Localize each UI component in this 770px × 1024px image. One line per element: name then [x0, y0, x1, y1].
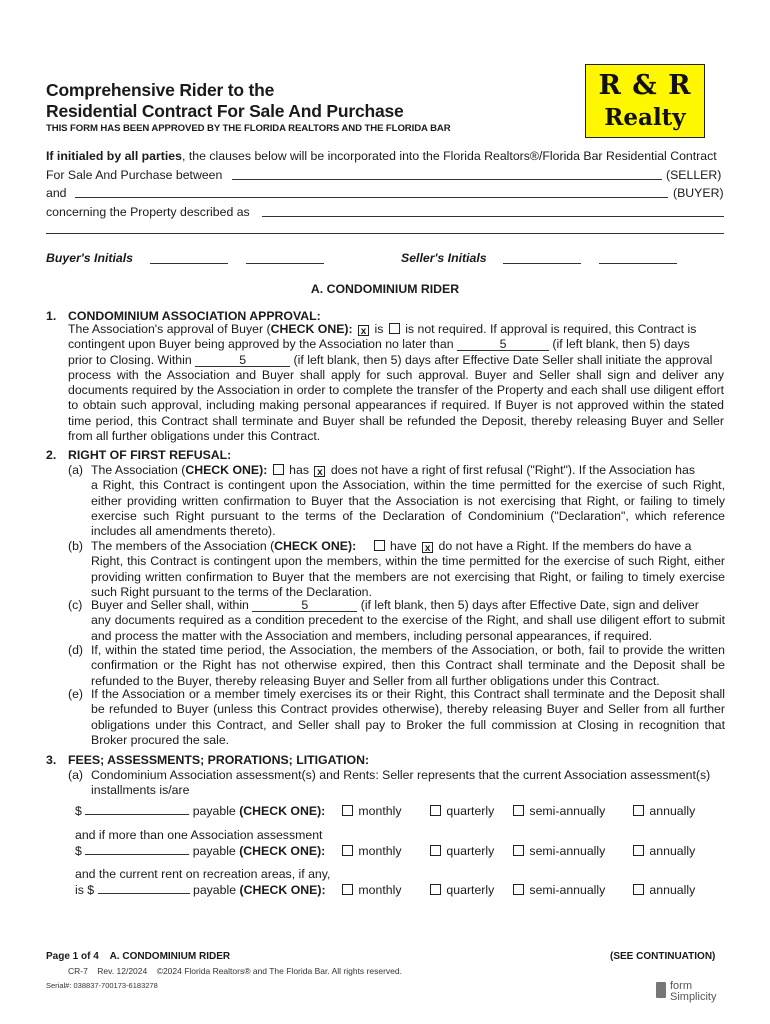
seller-initials-1[interactable] — [503, 263, 581, 264]
s2a-text-a: The Association ( — [91, 463, 186, 477]
s2b-have-label: have — [390, 539, 417, 553]
more-than-one-label: and if more than one Association assessment — [75, 828, 323, 842]
s2a-label: (a) — [68, 463, 84, 477]
s1-days-before-closing[interactable]: 5 — [457, 338, 549, 351]
s1-title: CONDOMINIUM ASSOCIATION APPROVAL: — [68, 309, 321, 323]
fee3-annually[interactable] — [631, 883, 695, 898]
footer-rider: A. CONDOMINIUM RIDER — [109, 951, 231, 962]
fee2-amount-field[interactable] — [85, 854, 189, 855]
s1-text-g: (if left blank, then 5) days after Effective Date Seller shall initiate the approval — [293, 352, 713, 367]
s2c-line-1 — [91, 598, 725, 613]
s2e-text: If the Association or a member timely exercises its or their Right, this Contract shall terminate and the Deposit shall be refunded to Buyer (unless this Contract provides otherwise), thereby releasing Buyer and Seller from all further obligations under this Contract, and Seller shall pay to Broker the full commission at Closing in recognition that Broker procured the sale. — [91, 687, 725, 747]
fee1-semi[interactable] — [511, 804, 605, 819]
s2c-label: (c) — [68, 598, 83, 612]
s2b-rest: Right, this Contract is contingent upon the members, within the time permitted for the exercise of such Right, either providing written confirmation to Buyer that the members are not exercising that Right, or failing to timely exercise such Right pursuant to the terms of the Declaration. — [91, 554, 725, 599]
seller-name-field[interactable] — [232, 179, 662, 180]
s2-number: 2. — [46, 448, 57, 462]
footer-copyright-line — [68, 966, 402, 976]
fee3-semi-label: semi-annually — [529, 883, 606, 897]
s2c-rest: any documents required as a condition precedent to the exercise of the Right, and shall use diligent effort to submit and process the matter with the Association and members, including personal appearances, if required. — [91, 613, 725, 643]
intro-line-2 — [46, 168, 222, 183]
buyer-initials-label: Buyer's Initials — [46, 251, 133, 265]
fee3-payable: payable — [192, 883, 237, 897]
fee1-check-one: (CHECK ONE): — [239, 804, 326, 818]
fee2-annually-label: annually — [649, 844, 696, 858]
s2a-line-1 — [91, 463, 725, 478]
s1-text-f: prior to Closing. Within — [68, 352, 192, 367]
s1-rest: process with the Association and Buyer shall apply for such approval. Buyer and Seller shall sign and deliver any documents required by the Association in order to complete the transfer of the Property and each shall use diligent effort to obtain such approval, including making personal appearances if required. If Buyer is not approved within the stated time period, this Contract shall terminate and Buyer shall be refunded the Deposit, thereby releasing Buyer and Seller from all further obligations under this Contract. — [68, 367, 724, 444]
fee1-annually-label: annually — [649, 804, 696, 818]
fee3-annually-label: annually — [649, 883, 696, 897]
intro-lead-rest: , the clauses below will be incorporated into the Florida Realtors®/Florida Bar Residential Contract — [182, 149, 717, 163]
concerning-label: concerning the Property described as — [46, 205, 250, 219]
fee1-quarterly-label: quarterly — [446, 804, 495, 818]
fee2-annually[interactable] — [631, 844, 695, 859]
fee1-dollar: $ — [75, 804, 82, 818]
footer-form-id: CR-7 — [68, 966, 88, 976]
buyer-initials-1[interactable] — [150, 263, 228, 264]
fee-row-1 — [75, 804, 325, 819]
s2-title: RIGHT OF FIRST REFUSAL: — [68, 448, 232, 462]
s2b-line-1 — [91, 539, 725, 554]
s2b-body — [91, 539, 725, 600]
brand-line-2: Simplicity — [670, 991, 717, 1003]
fee2-monthly[interactable] — [340, 844, 401, 859]
footer-copyright: ©2024 Florida Realtors® and The Florida Bar. All rights reserved. — [156, 966, 402, 976]
intro-lead: If initialed by all parties — [46, 149, 182, 163]
fee3-check-one: (CHECK ONE): — [239, 883, 326, 897]
fee2-annually-checkbox[interactable] — [633, 845, 644, 856]
s3a-label: (a) — [68, 768, 84, 782]
fee1-monthly[interactable] — [340, 804, 401, 819]
s2c-days-field[interactable]: 5 — [252, 599, 357, 612]
s1-line-3 — [68, 353, 724, 368]
s3-title: FEES; ASSESSMENTS; PRORATIONS; LITIGATION: — [68, 753, 370, 767]
fee2-check-one: (CHECK ONE): — [239, 844, 326, 858]
s1-text-c: is not required. If approval is required, this Contract is — [405, 322, 697, 336]
fee2-quarterly-checkbox[interactable] — [430, 845, 441, 856]
s2b-check-one: CHECK ONE — [274, 539, 348, 553]
seller-label: (SELLER) — [666, 168, 722, 182]
between-label: For Sale And Purchase between — [46, 168, 223, 182]
fee3-quarterly-checkbox[interactable] — [430, 884, 441, 895]
fee3-dollar: is $ — [75, 883, 95, 897]
fee2-quarterly[interactable] — [428, 844, 494, 859]
fee2-quarterly-label: quarterly — [446, 844, 495, 858]
s2a-text-b: ): — [259, 463, 268, 477]
fee1-amount-field[interactable] — [85, 814, 189, 815]
s2b-not-have-checkbox[interactable]: x — [422, 542, 433, 553]
s1-line-1 — [68, 322, 724, 337]
fee1-monthly-label: monthly — [358, 804, 402, 818]
fee1-semi-label: semi-annually — [529, 804, 606, 818]
logo-line-2: Realty — [604, 104, 686, 131]
footer-page-number: Page 1 of 4 — [46, 951, 99, 962]
fee3-monthly[interactable] — [340, 883, 401, 898]
s1-is-label: is — [374, 322, 384, 336]
s2d-text: If, within the stated time period, the Association, the members of the Association, or both, fail to provide the written confirmation or the Right has not otherwise expired, then this Contract shall terminate and the Deposit shall be refunded to the Buyer, thereby releasing Buyer and Seller from all further obligations under this Contract. — [91, 643, 725, 688]
s2b-have-checkbox[interactable] — [374, 540, 385, 551]
s1-not-required-checkbox[interactable] — [389, 323, 400, 334]
fee3-quarterly-label: quarterly — [446, 883, 495, 897]
fee1-semi-checkbox[interactable] — [513, 805, 524, 816]
fee2-dollar: $ — [75, 844, 82, 858]
fee3-annually-checkbox[interactable] — [633, 884, 644, 895]
fee2-monthly-label: monthly — [358, 844, 402, 858]
title-line-2: Residential Contract For Sale And Purchase — [46, 101, 404, 121]
footer-revision: Rev. 12/2024 — [97, 966, 148, 976]
s2a-has-label: has — [289, 463, 309, 477]
s2b-label: (b) — [68, 539, 84, 553]
document-icon — [656, 982, 666, 998]
fee2-semi-label: semi-annually — [529, 844, 606, 858]
section-a-heading: A. CONDOMINIUM RIDER — [310, 282, 460, 296]
logo-line-1: R & R — [598, 70, 692, 101]
form-title — [46, 80, 404, 122]
s2a-has-checkbox[interactable] — [273, 464, 284, 475]
and-label: and — [46, 186, 67, 200]
footer-page — [46, 951, 230, 962]
fee1-quarterly-checkbox[interactable] — [430, 805, 441, 816]
fee1-quarterly[interactable] — [428, 804, 494, 819]
s1-text-b: ): — [344, 322, 353, 336]
footer-continuation: (SEE CONTINUATION) — [610, 951, 716, 962]
fee3-semi[interactable] — [511, 883, 605, 898]
footer-serial: Serial#: 038837-700173-6183278 — [46, 981, 158, 990]
fee1-annually[interactable] — [631, 804, 695, 819]
buyer-name-field[interactable] — [75, 197, 668, 198]
fee3-monthly-checkbox[interactable] — [342, 884, 353, 895]
s2a-check-one: CHECK ONE — [185, 463, 260, 477]
brand-line-1: form — [670, 980, 692, 992]
s2a-rest: a Right, this Contract is contingent upon the Association, within the time permitted for the exercise of such Right, either providing written confirmation to Buyer that the Association is not exercising that Right, or failing to timely exercise such Right pursuant to the terms of the Declaration of Condominium ("Declaration", which reference includes all amendments thereto). — [91, 478, 725, 539]
buyer-label: (BUYER) — [673, 186, 724, 200]
s2c-text-b: (if left blank, then 5) days after Effective Date, sign and deliver — [360, 598, 699, 612]
buyer-initials-2[interactable] — [246, 263, 324, 264]
intro-line-1 — [46, 149, 717, 164]
s2a-body — [91, 463, 725, 539]
s2b-text-a: The members of the Association ( — [91, 539, 275, 553]
s2d-label: (d) — [68, 643, 84, 657]
fee2-monthly-checkbox[interactable] — [342, 845, 353, 856]
fee2-semi[interactable] — [511, 844, 605, 859]
s3a-text: Condominium Association assessment(s) and Rents: Seller represents that the current Association assessment(s) installments is/are — [91, 768, 711, 798]
fee3-quarterly[interactable] — [428, 883, 494, 898]
property-field-line-2[interactable] — [46, 233, 724, 234]
s2a-text-c: does not have a right of first refusal ("Right"). If the Association has — [330, 463, 696, 477]
fee2-semi-checkbox[interactable] — [513, 845, 524, 856]
s1-is-checkbox[interactable]: x — [358, 325, 369, 336]
formsimplicity-text — [670, 981, 716, 1003]
s1-text-a: The Association's approval of Buyer ( — [68, 322, 271, 336]
fee3-amount-field[interactable] — [98, 893, 190, 894]
fee1-monthly-checkbox[interactable] — [342, 805, 353, 816]
property-field[interactable] — [262, 216, 724, 217]
fee3-semi-checkbox[interactable] — [513, 884, 524, 895]
title-line-1: Comprehensive Rider to the — [46, 80, 275, 100]
s2a-not-have-checkbox[interactable]: x — [314, 466, 325, 477]
s1-text-e: (if left blank, then 5) days — [552, 337, 690, 352]
fee3-monthly-label: monthly — [358, 883, 402, 897]
realty-logo — [585, 64, 705, 138]
s1-body — [68, 322, 724, 444]
approval-notice: THIS FORM HAS BEEN APPROVED BY THE FLORIDA REALTORS AND THE FLORIDA BAR — [46, 123, 451, 134]
s1-number: 1. — [46, 309, 57, 323]
formsimplicity-logo — [656, 980, 726, 1004]
fee-row-3 — [75, 883, 326, 898]
s1-text-d: contingent upon Buyer being approved by the Association no later than — [68, 337, 454, 352]
s2b-text-b: ): — [347, 539, 357, 553]
s2c-body — [91, 598, 725, 644]
seller-initials-label: Seller's Initials — [401, 251, 487, 265]
fee-row-2 — [75, 844, 325, 859]
s2c-text-a: Buyer and Seller shall, within — [91, 598, 249, 612]
fee1-payable: payable — [192, 804, 236, 818]
s1-line-2 — [68, 337, 724, 352]
s3-number: 3. — [46, 753, 57, 767]
s1-check-one: CHECK ONE — [270, 322, 345, 336]
rent-label-1: and the current rent on recreation areas, if any, — [75, 867, 331, 881]
fee2-payable: payable — [192, 844, 236, 858]
fee1-annually-checkbox[interactable] — [633, 805, 644, 816]
seller-initials-2[interactable] — [599, 263, 677, 264]
s2e-label: (e) — [68, 687, 84, 701]
s1-days-after-effective[interactable]: 5 — [195, 354, 290, 367]
s2b-text-c: do not have a Right. If the members do have a — [438, 539, 692, 553]
